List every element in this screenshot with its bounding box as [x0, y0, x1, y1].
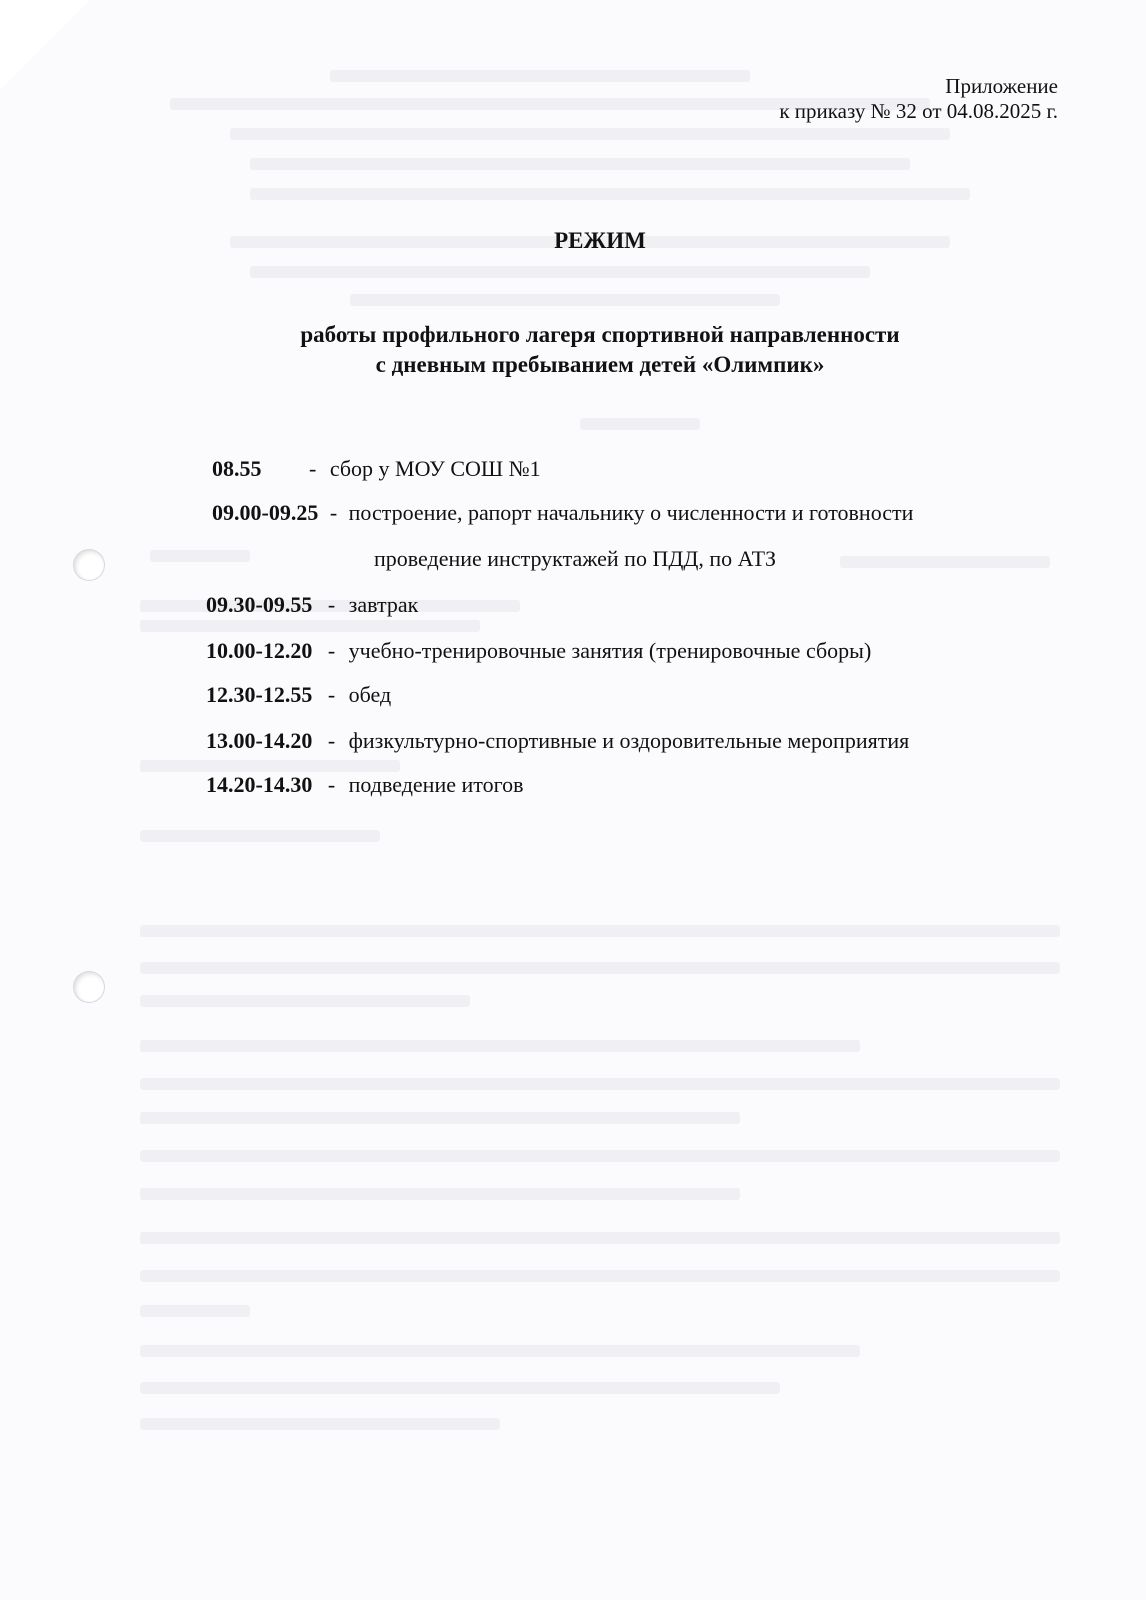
- schedule-dash: -: [327, 638, 336, 663]
- document-subtitle: [0, 320, 1146, 380]
- schedule-activity: завтрак: [348, 592, 419, 617]
- schedule-activity: учебно-тренировочные занятия (тренировочные сборы): [348, 638, 872, 663]
- schedule-time: 09.00-09.25: [212, 500, 319, 525]
- schedule-dash: -: [327, 682, 336, 707]
- schedule-time: 13.00-14.20: [206, 728, 313, 753]
- punch-hole-bottom: [74, 972, 104, 1002]
- document-title: РЕЖИМ: [554, 228, 646, 253]
- schedule-time: 08.55: [212, 456, 262, 481]
- schedule-time: 14.20-14.30: [206, 772, 313, 797]
- schedule-row: [206, 682, 391, 708]
- schedule-row: [206, 592, 418, 618]
- folded-corner: [0, 0, 90, 90]
- schedule-dash: -: [327, 772, 336, 797]
- schedule-dash: -: [327, 592, 336, 617]
- schedule-row: [212, 456, 541, 482]
- schedule-activity: физкультурно-спортивные и оздоровительные мероприятия: [348, 728, 910, 753]
- schedule-time: 12.30-12.55: [206, 682, 313, 707]
- schedule-row: [212, 500, 913, 526]
- schedule-dash: -: [327, 728, 336, 753]
- appendix-order-reference: к приказу № 32 от 04.08.2025 г.: [779, 99, 1058, 123]
- punch-hole-top: [74, 550, 104, 580]
- subtitle-line-2: с дневным пребыванием детей «Олимпик»: [375, 352, 825, 377]
- schedule-activity: проведение инструктажей по ПДД, по АТЗ: [374, 546, 777, 571]
- schedule-dash: -: [309, 456, 317, 481]
- schedule-row: [206, 638, 871, 664]
- schedule-row: [206, 728, 909, 754]
- schedule-activity: сбор у МОУ СОШ №1: [329, 456, 541, 481]
- appendix-note: [779, 74, 1058, 124]
- subtitle-line-1: работы профильного лагеря спортивной направленности: [300, 322, 900, 347]
- schedule-activity: обед: [348, 682, 392, 707]
- schedule-activity: построение, рапорт начальнику о численности и готовности: [348, 500, 914, 525]
- schedule-time: 10.00-12.20: [206, 638, 313, 663]
- schedule-activity: подведение итогов: [348, 772, 524, 797]
- schedule-row-continuation: [374, 546, 776, 572]
- appendix-label: Приложение: [945, 74, 1058, 98]
- schedule-time: 09.30-09.55: [206, 592, 313, 617]
- schedule-dash: -: [329, 500, 338, 525]
- schedule-row: [206, 772, 523, 798]
